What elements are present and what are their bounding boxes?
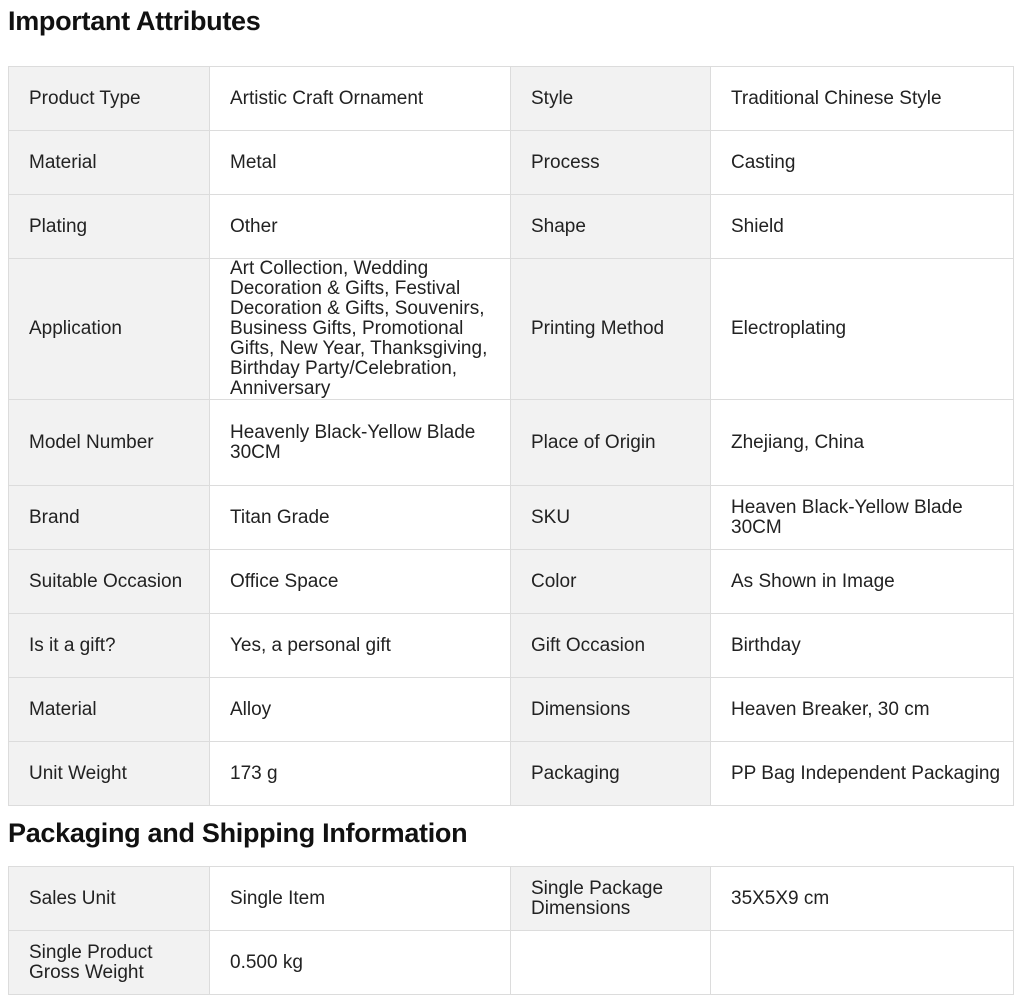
- table-row: [9, 742, 1014, 806]
- empty-cell: [711, 931, 1014, 995]
- attribute-key: Plating: [9, 195, 210, 259]
- attribute-key: Single Product Gross Weight: [9, 931, 210, 995]
- attribute-key: Packaging: [511, 742, 711, 806]
- packaging-shipping-table: [8, 866, 1014, 995]
- attribute-key: Unit Weight: [9, 742, 210, 806]
- table-row: [9, 867, 1014, 931]
- attribute-value: Zhejiang, China: [711, 400, 1014, 486]
- attribute-value: PP Bag Independent Packaging: [711, 742, 1014, 806]
- attribute-key: Brand: [9, 486, 210, 550]
- empty-cell: [511, 931, 711, 995]
- table-row: [9, 614, 1014, 678]
- attribute-value: Single Item: [210, 867, 511, 931]
- attribute-value: Heavenly Black-Yellow Blade 30CM: [210, 400, 511, 486]
- attribute-key: Is it a gift?: [9, 614, 210, 678]
- attribute-value: Traditional Chinese Style: [711, 67, 1014, 131]
- attribute-value: Art Collection, Wedding Decoration & Gifts, Festival Decoration & Gifts, Souvenirs, Business Gifts, Promotional Gifts, New Year, Thanksgiving, Birthday Party/Celebration, Anniversary: [210, 259, 511, 400]
- attribute-value: 35X5X9 cm: [711, 867, 1014, 931]
- attribute-key: Single Package Dimensions: [511, 867, 711, 931]
- attribute-key: Place of Origin: [511, 400, 711, 486]
- table-row: [9, 678, 1014, 742]
- attribute-value: Casting: [711, 131, 1014, 195]
- attribute-key: Material: [9, 131, 210, 195]
- attribute-value: Other: [210, 195, 511, 259]
- attribute-key: Style: [511, 67, 711, 131]
- table-row: [9, 67, 1014, 131]
- attribute-key: Suitable Occasion: [9, 550, 210, 614]
- attribute-key: Sales Unit: [9, 867, 210, 931]
- attribute-value: Birthday: [711, 614, 1014, 678]
- attribute-key: Model Number: [9, 400, 210, 486]
- attribute-value: Heaven Black-Yellow Blade 30CM: [711, 486, 1014, 550]
- packaging-shipping-title: Packaging and Shipping Information: [8, 818, 468, 848]
- table-row: [9, 486, 1014, 550]
- attribute-value: As Shown in Image: [711, 550, 1014, 614]
- attribute-key: Application: [9, 259, 210, 400]
- attribute-value: Artistic Craft Ornament: [210, 67, 511, 131]
- table-row: [9, 931, 1014, 995]
- table-row: [9, 131, 1014, 195]
- attribute-value: 173 g: [210, 742, 511, 806]
- attribute-key: Color: [511, 550, 711, 614]
- attribute-key: Shape: [511, 195, 711, 259]
- attribute-value: Alloy: [210, 678, 511, 742]
- table-row: [9, 550, 1014, 614]
- attribute-key: Printing Method: [511, 259, 711, 400]
- attribute-value: Office Space: [210, 550, 511, 614]
- attribute-key: Process: [511, 131, 711, 195]
- attribute-key: Dimensions: [511, 678, 711, 742]
- table-row: [9, 195, 1014, 259]
- attribute-value: Shield: [711, 195, 1014, 259]
- attribute-key: Product Type: [9, 67, 210, 131]
- attribute-key: Material: [9, 678, 210, 742]
- attribute-value: 0.500 kg: [210, 931, 511, 995]
- attribute-value: Heaven Breaker, 30 cm: [711, 678, 1014, 742]
- attribute-value: Electroplating: [711, 259, 1014, 400]
- important-attributes-title: Important Attributes: [8, 6, 261, 36]
- attribute-key: Gift Occasion: [511, 614, 711, 678]
- attribute-key: SKU: [511, 486, 711, 550]
- attribute-value: Titan Grade: [210, 486, 511, 550]
- important-attributes-table: [8, 66, 1014, 806]
- attribute-value: Yes, a personal gift: [210, 614, 511, 678]
- table-row: [9, 400, 1014, 486]
- attribute-value: Metal: [210, 131, 511, 195]
- table-row: [9, 259, 1014, 400]
